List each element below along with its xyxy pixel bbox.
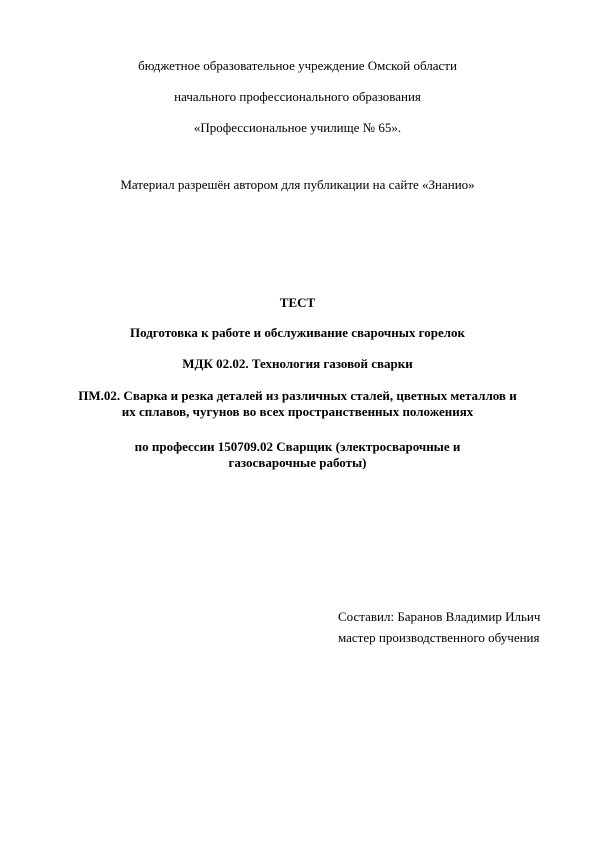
- course-line: МДК 02.02. Технология газовой сварки: [182, 356, 413, 371]
- author-position: мастер производственного обучения: [338, 630, 540, 645]
- institution-line-3: «Профессиональное училище № 65».: [193, 120, 402, 135]
- author-name: Составил: Баранов Владимир Ильич: [338, 609, 541, 624]
- module-line: ПМ.02. Сварка и резка деталей из различных сталей, цветных металлов и их сплавов, чугунов во всех пространственных положениях: [78, 388, 517, 419]
- permission-note: Материал разрешён автором для публикации на сайте «Знанио»: [120, 177, 475, 192]
- institution-line-2: начального профессионального образования: [174, 89, 421, 104]
- document-title: ТЕСТ: [279, 295, 316, 310]
- document-subtitle: Подготовка к работе и обслуживание сварочных горелок: [129, 325, 466, 340]
- institution-line-1: бюджетное образовательное учреждение Омской области: [138, 58, 457, 73]
- profession-line: по профессии 150709.02 Сварщик (электросварочные и газосварочные работы): [134, 439, 461, 470]
